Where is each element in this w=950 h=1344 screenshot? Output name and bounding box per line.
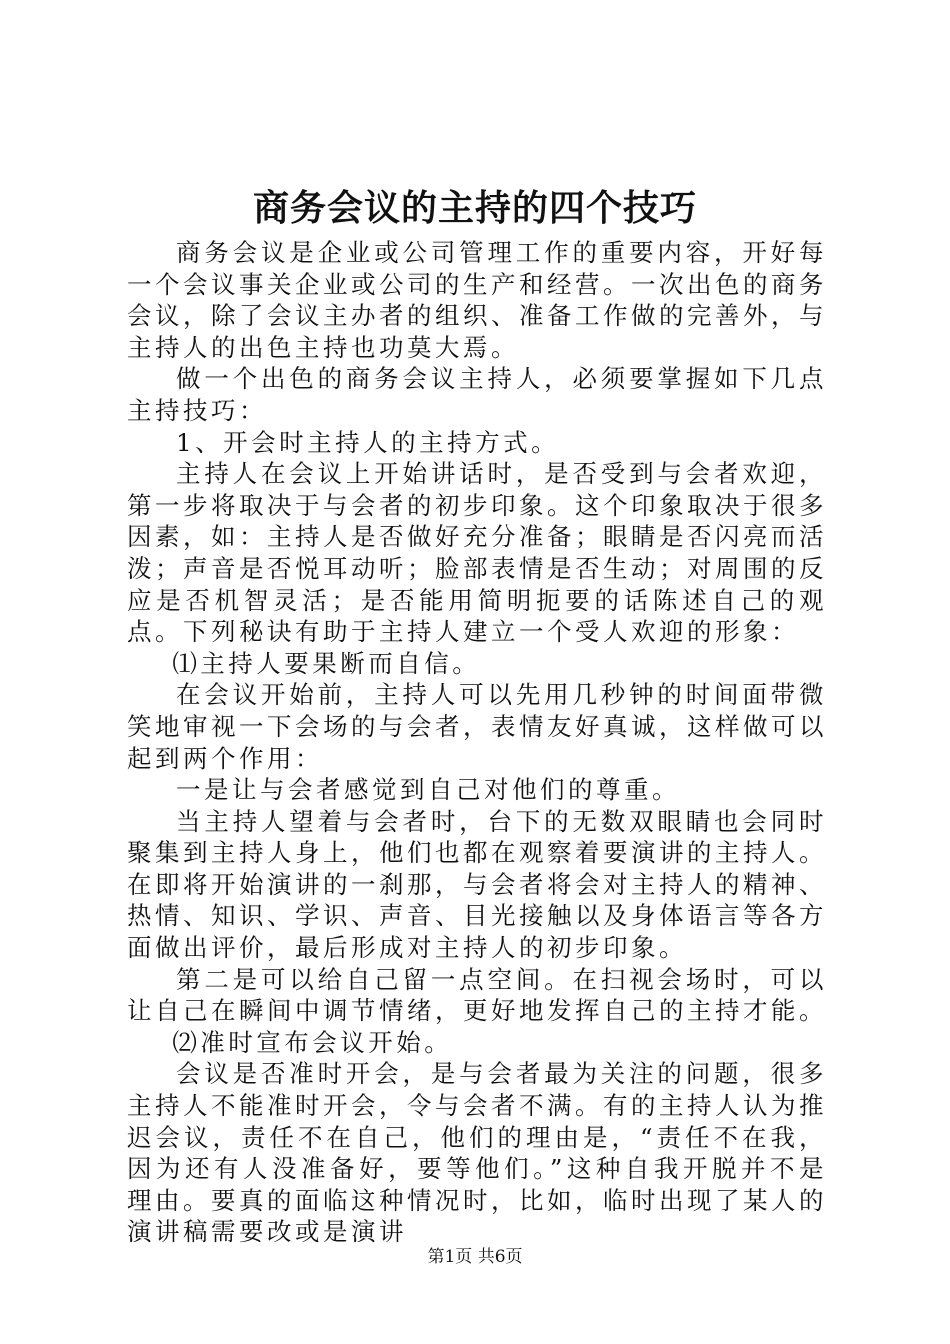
paragraph: 商务会议是企业或公司管理工作的重要内容，开好每一个会议事关企业或公司的生产和经营。一次出色的商务会议，除了会议主办者的组织、准备工作做的完善外，与主持人的出色主持也功莫大焉。 [127, 238, 827, 362]
paragraph: 一是让与会者感觉到自己对他们的尊重。 [176, 775, 680, 805]
paragraph: 主持人在会议上开始讲话时，是否受到与会者欢迎，第一步将取决于与会者的初步印象。这个印象取决于很多因素，如：主持人是否做好充分准备；眼睛是否闪亮而活泼；声音是否悦耳动听；脸部表情是否生动；对周围的反应是否机智灵活；是否能用简明扼要的话陈述自己的观点。下列秘诀有助于主持人建立一个受人欢迎的形象： [127, 459, 827, 647]
paragraph: 第二是可以给自己留一点空间。在扫视会场时，可以让自己在瞬间中调节情绪，更好地发挥自己的主持才能。 [127, 964, 827, 1026]
document-body [127, 237, 827, 1248]
paragraph: 会议是否准时开会，是与会者最为关注的问题，很多主持人不能准时开会，令与会者不满。有的主持人认为推迟会议，责任不在自己，他们的理由是，“责任不在我，因为还有人没准备好，要等他们。”这种自我开脱并不是理由。要真的面临这种情况时，比如，临时出现了某人的演讲稿需要改或是演讲 [127, 1059, 827, 1247]
paragraph: 当主持人望着与会者时，台下的无数双眼睛也会同时聚集到主持人身上，他们也都在观察着要演讲的主持人。在即将开始演讲的一刹那，与会者将会对主持人的精神、热情、知识、学识、声音、目光接触以及身体语言等各方面做出评价，最后形成对主持人的初步印象。 [127, 806, 827, 963]
paragraph: 在会议开始前，主持人可以先用几秒钟的时间面带微笑地审视一下会场的与会者，表情友好真诚，这样做可以起到两个作用： [127, 680, 827, 773]
document-title: 商务会议的主持的四个技巧 [252, 187, 697, 229]
page-number: 第1页 共6页 [427, 1247, 523, 1267]
list-item-heading: ⑴主持人要果断而自信。 [172, 648, 481, 678]
list-item-heading: ⑵准时宣布会议开始。 [172, 1027, 453, 1057]
paragraph: 做一个出色的商务会议主持人，必须要掌握如下几点主持技巧： [127, 364, 827, 425]
section-heading: 1、开会时主持人的主持方式。 [176, 427, 560, 457]
